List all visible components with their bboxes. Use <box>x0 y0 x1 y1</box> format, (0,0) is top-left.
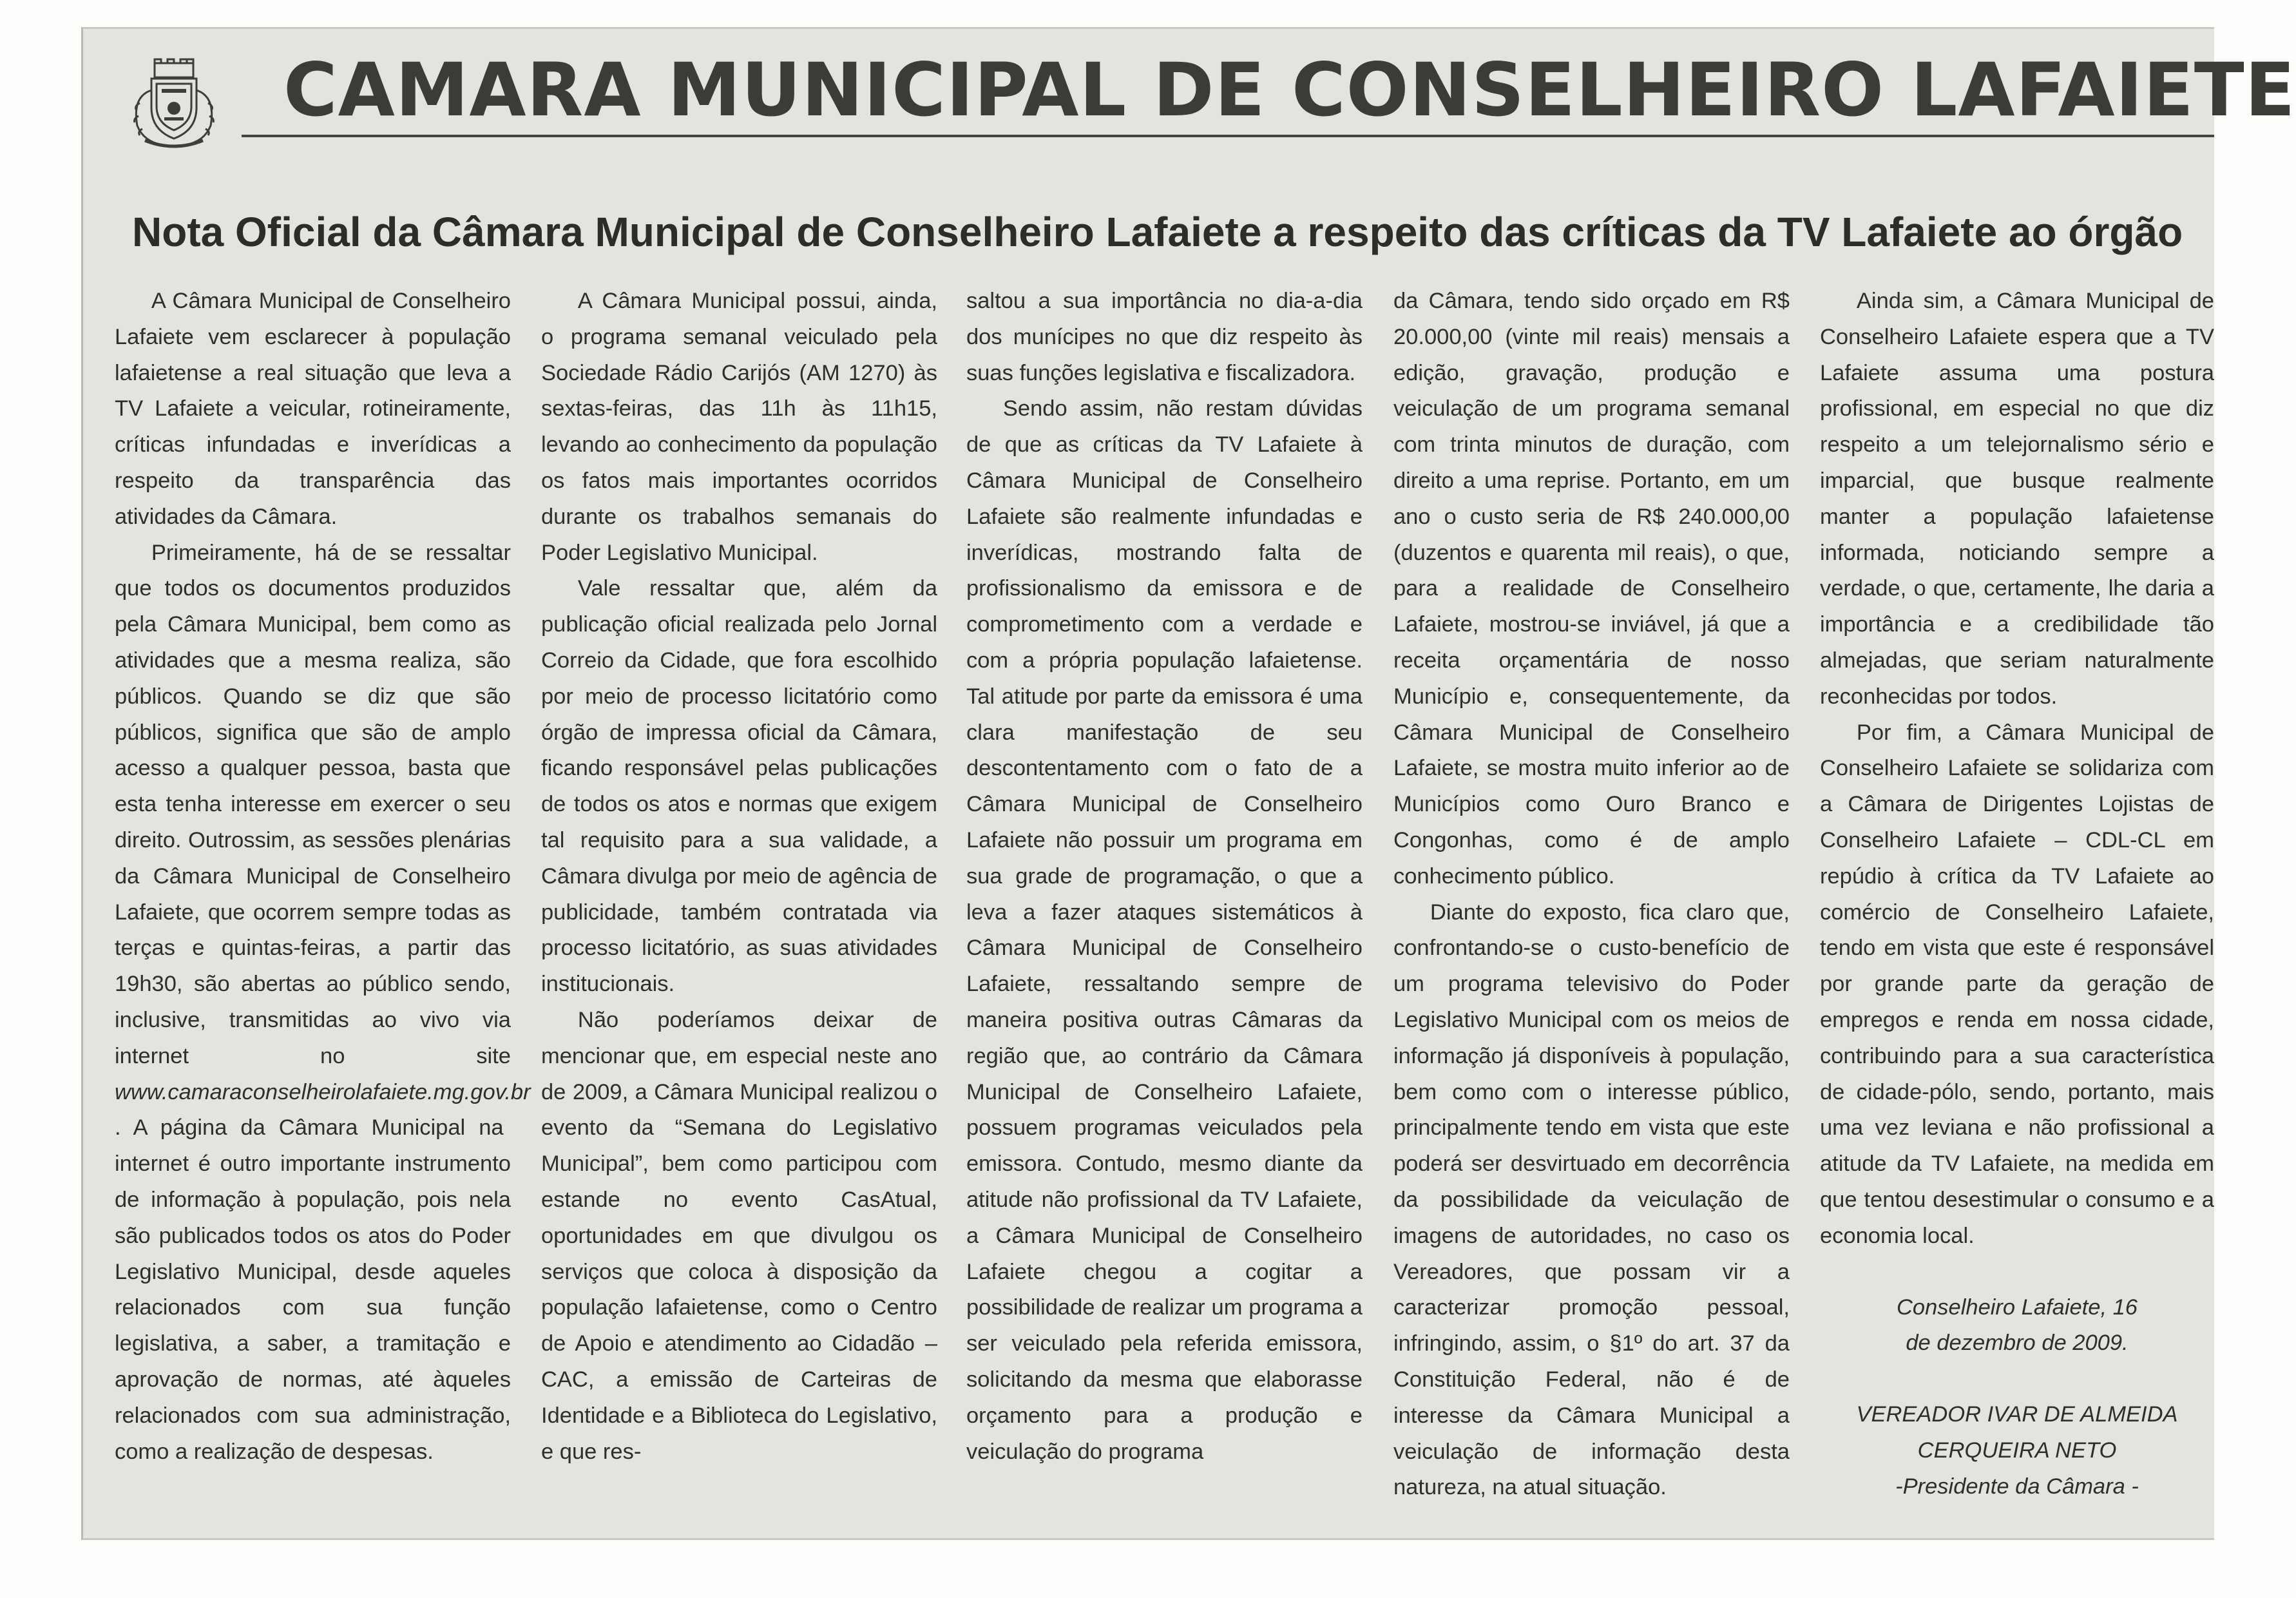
place-date: Conselheiro Lafaiete, 16 <box>1896 1295 2138 1320</box>
signatory-name: VEREADOR IVAR DE ALMEIDA <box>1856 1402 2178 1427</box>
signatory-role: -Presidente da Câmara - <box>1895 1474 2139 1499</box>
paragraph-text: Primeiramente, há de se ressaltar que todos os documentos produzidos pela Câmara Municipal, bem como as atividades que a mesma realiza, são públicos. Quando se diz que são públicos, significa que são de amplo acesso a qualquer pessoa, basta que esta tenha interesse em exercer o seu direito. Outrossim, as sessões plenárias da Câmara Municipal de Conselheiro Lafaiete, que ocorrem sempre todas as terças e quintas-feiras, a partir das 19h30, são abertas ao público sendo, inclusive, transmitidas ao vivo via internet no site <box>115 540 511 1068</box>
paragraph: Por fim, a Câmara Municipal de Conselheiro Lafaiete se solidariza com a Câmara de Dirigentes Lojistas de Conselheiro Lafaiete – CDL-CL em repúdio à crítica da TV Lafaiete ao comércio de Conselheiro Lafaiete, tendo em vista que este é responsável por grande parte da geração de empregos e renda em nossa cidade, contribuindo para a sua característica de cidade-pólo, sendo, portanto, mais uma vez leviana e não profissional a atitude da TV Lafaiete, na medida em que tentou desestimular o consumo e a economia local. <box>1820 720 2214 1248</box>
article-column-5 <box>1820 284 2214 1499</box>
headline: Nota Oficial da Câmara Municipal de Conselheiro Lafaiete a respeito das críticas da TV Lafaiete ao órgão <box>132 209 2183 255</box>
paragraph: Diante do exposto, fica claro que, confrontando-se o custo-benefício de um programa televisivo do Poder Legislativo Municipal com os meios de informação já disponíveis à população, bem como com o interesse público, principalmente tendo em vista que este poderá ser desvirtuado em decorrência da possibilidade da veiculação de imagens de autoridades, no caso os Vereadores, que possam vir a caracterizar promoção pessoal, infringindo, assim, o §1º do art. 37 da Constituição Federal, não é de interesse da Câmara Municipal a veiculação de informação desta natureza, na atual situação. <box>1393 900 1790 1500</box>
paragraph: saltou a sua importância no dia-a-dia dos munícipes no que diz respeito às suas funções legislativa e fiscalizadora. <box>966 289 1363 385</box>
paragraph <box>115 535 531 1470</box>
paragraph-text: . A página da Câmara Municipal na internet é outro importante instrumento de informação à população, pois nela são publicados todos os atos do Poder Legislativo Municipal, desde aqueles relacionados com sua função legislativa, a saber, a tramitação e aprovação de normas, até àqueles relacionados com sua administração, como a realização de despesas. <box>115 1115 511 1464</box>
signatory-name: CERQUEIRA NETO <box>1917 1438 2117 1463</box>
article-column-4 <box>1393 284 1790 1500</box>
website-url: www.camaraconselheirolafaiete.mg.gov.br <box>115 1079 531 1104</box>
municipal-coat-of-arms-icon <box>126 58 222 151</box>
paragraph: Vale ressaltar que, além da publicação oficial realizada pelo Jornal Correio da Cidade, que fora escolhido por meio de processo licitatório como órgão de impressa oficial da Câmara, ficando responsável pelas publicações de todos os atos e normas que exigem tal requisito para a sua validade, a Câmara divulga por meio de agência de publicidade, também contratada via processo licitatório, as suas atividades institucionais. <box>541 576 937 997</box>
masthead-title: CAMARA MUNICIPAL DE CONSELHEIRO LAFAIETE <box>283 47 2296 133</box>
masthead-rule <box>242 135 2214 137</box>
signature-block <box>1820 1290 2214 1505</box>
paragraph: A Câmara Municipal possui, ainda, o programa semanal veiculado pela Sociedade Rádio Carijós (AM 1270) às sextas-feiras, das 11h às 11h15, levando ao conhecimento da população os fatos mais importantes ocorridos durante os trabalhos semanais do Poder Legislativo Municipal. <box>541 289 937 565</box>
paragraph: Sendo assim, não restam dúvidas de que as críticas da TV Lafaiete à Câmara Municipal de Conselheiro Lafaiete são realmente infundadas e inverídicas, mostrando falta de profissionalismo da emissora e de comprometimento com a verdade e com a própria população lafaietense. Tal atitude por parte da emissora é uma clara manifestação de seu descontentamento com o fato de a Câmara Municipal de Conselheiro Lafaiete não possuir um programa em sua grade de programação, o que a leva a fazer ataques sistemáticos à Câmara Municipal de Conselheiro Lafaiete, ressaltando sempre de maneira positiva outras Câmaras da região que, ao contrário da Câmara Municipal de Conselheiro Lafaiete, possuem programas veiculados pela emissora. Contudo, mesmo diante da atitude não profissional da TV Lafaiete, a Câmara Municipal de Conselheiro Lafaiete chegou a cogitar a possibilidade de realizar um programa a ser veiculado pela referida emissora, solicitando da mesma que elaborasse orçamento para a produção e veiculação do programa <box>966 396 1363 1464</box>
article-column-1 <box>115 284 531 1464</box>
paragraph: da Câmara, tendo sido orçado em R$ 20.000,00 (vinte mil reais) mensais a edição, gravação, produção e veiculação de um programa semanal com trinta minutos de duração, com direito a uma reprise. Portanto, em um ano o custo seria de R$ 240.000,00 (duzentos e quarenta mil reais), o que, para a realidade de Conselheiro Lafaiete, mostrou-se inviável, já que a receita orçamentária de nosso Município e, consequentemente, da Câmara Municipal de Conselheiro Lafaiete, se mostra muito inferior ao de Municípios como Ouro Branco e Congonhas, como é de amplo conhecimento público. <box>1393 289 1790 889</box>
paragraph: Não poderíamos deixar de mencionar que, em especial neste ano de 2009, a Câmara Municipal realizou o evento da “Semana do Legislativo Municipal”, bem como participou com estande no evento CasAtual, oportunidades em que divulgou os serviços que coloca à disposição da população lafaietense, como o Centro de Apoio e atendimento ao Cidadão – CAC, a emissão de Carteiras de Identidade e a Biblioteca do Legislativo, e que res- <box>541 1007 937 1464</box>
paragraph: Ainda sim, a Câmara Municipal de Conselheiro Lafaiete espera que a TV Lafaiete assuma uma postura profissional, em especial no que diz respeito a um telejornalismo sério e imparcial, que busque realmente manter a população lafaietense informada, noticiando sempre a verdade, o que, certamente, lhe daria a importância e a credibilidade tão almejadas, que seriam naturalmente reconhecidas por todos. <box>1820 289 2214 709</box>
place-date: de dezembro de 2009. <box>1906 1331 2129 1356</box>
article-column-3 <box>966 284 1363 1464</box>
paragraph: A Câmara Municipal de Conselheiro Lafaiete vem esclarecer à população lafaietense a real situação que leva a TV Lafaiete a veicular, rotineiramente, críticas infundadas e inverídicas a respeito da transparência das atividades da Câmara. <box>115 289 511 529</box>
article-column-2 <box>541 284 937 1464</box>
